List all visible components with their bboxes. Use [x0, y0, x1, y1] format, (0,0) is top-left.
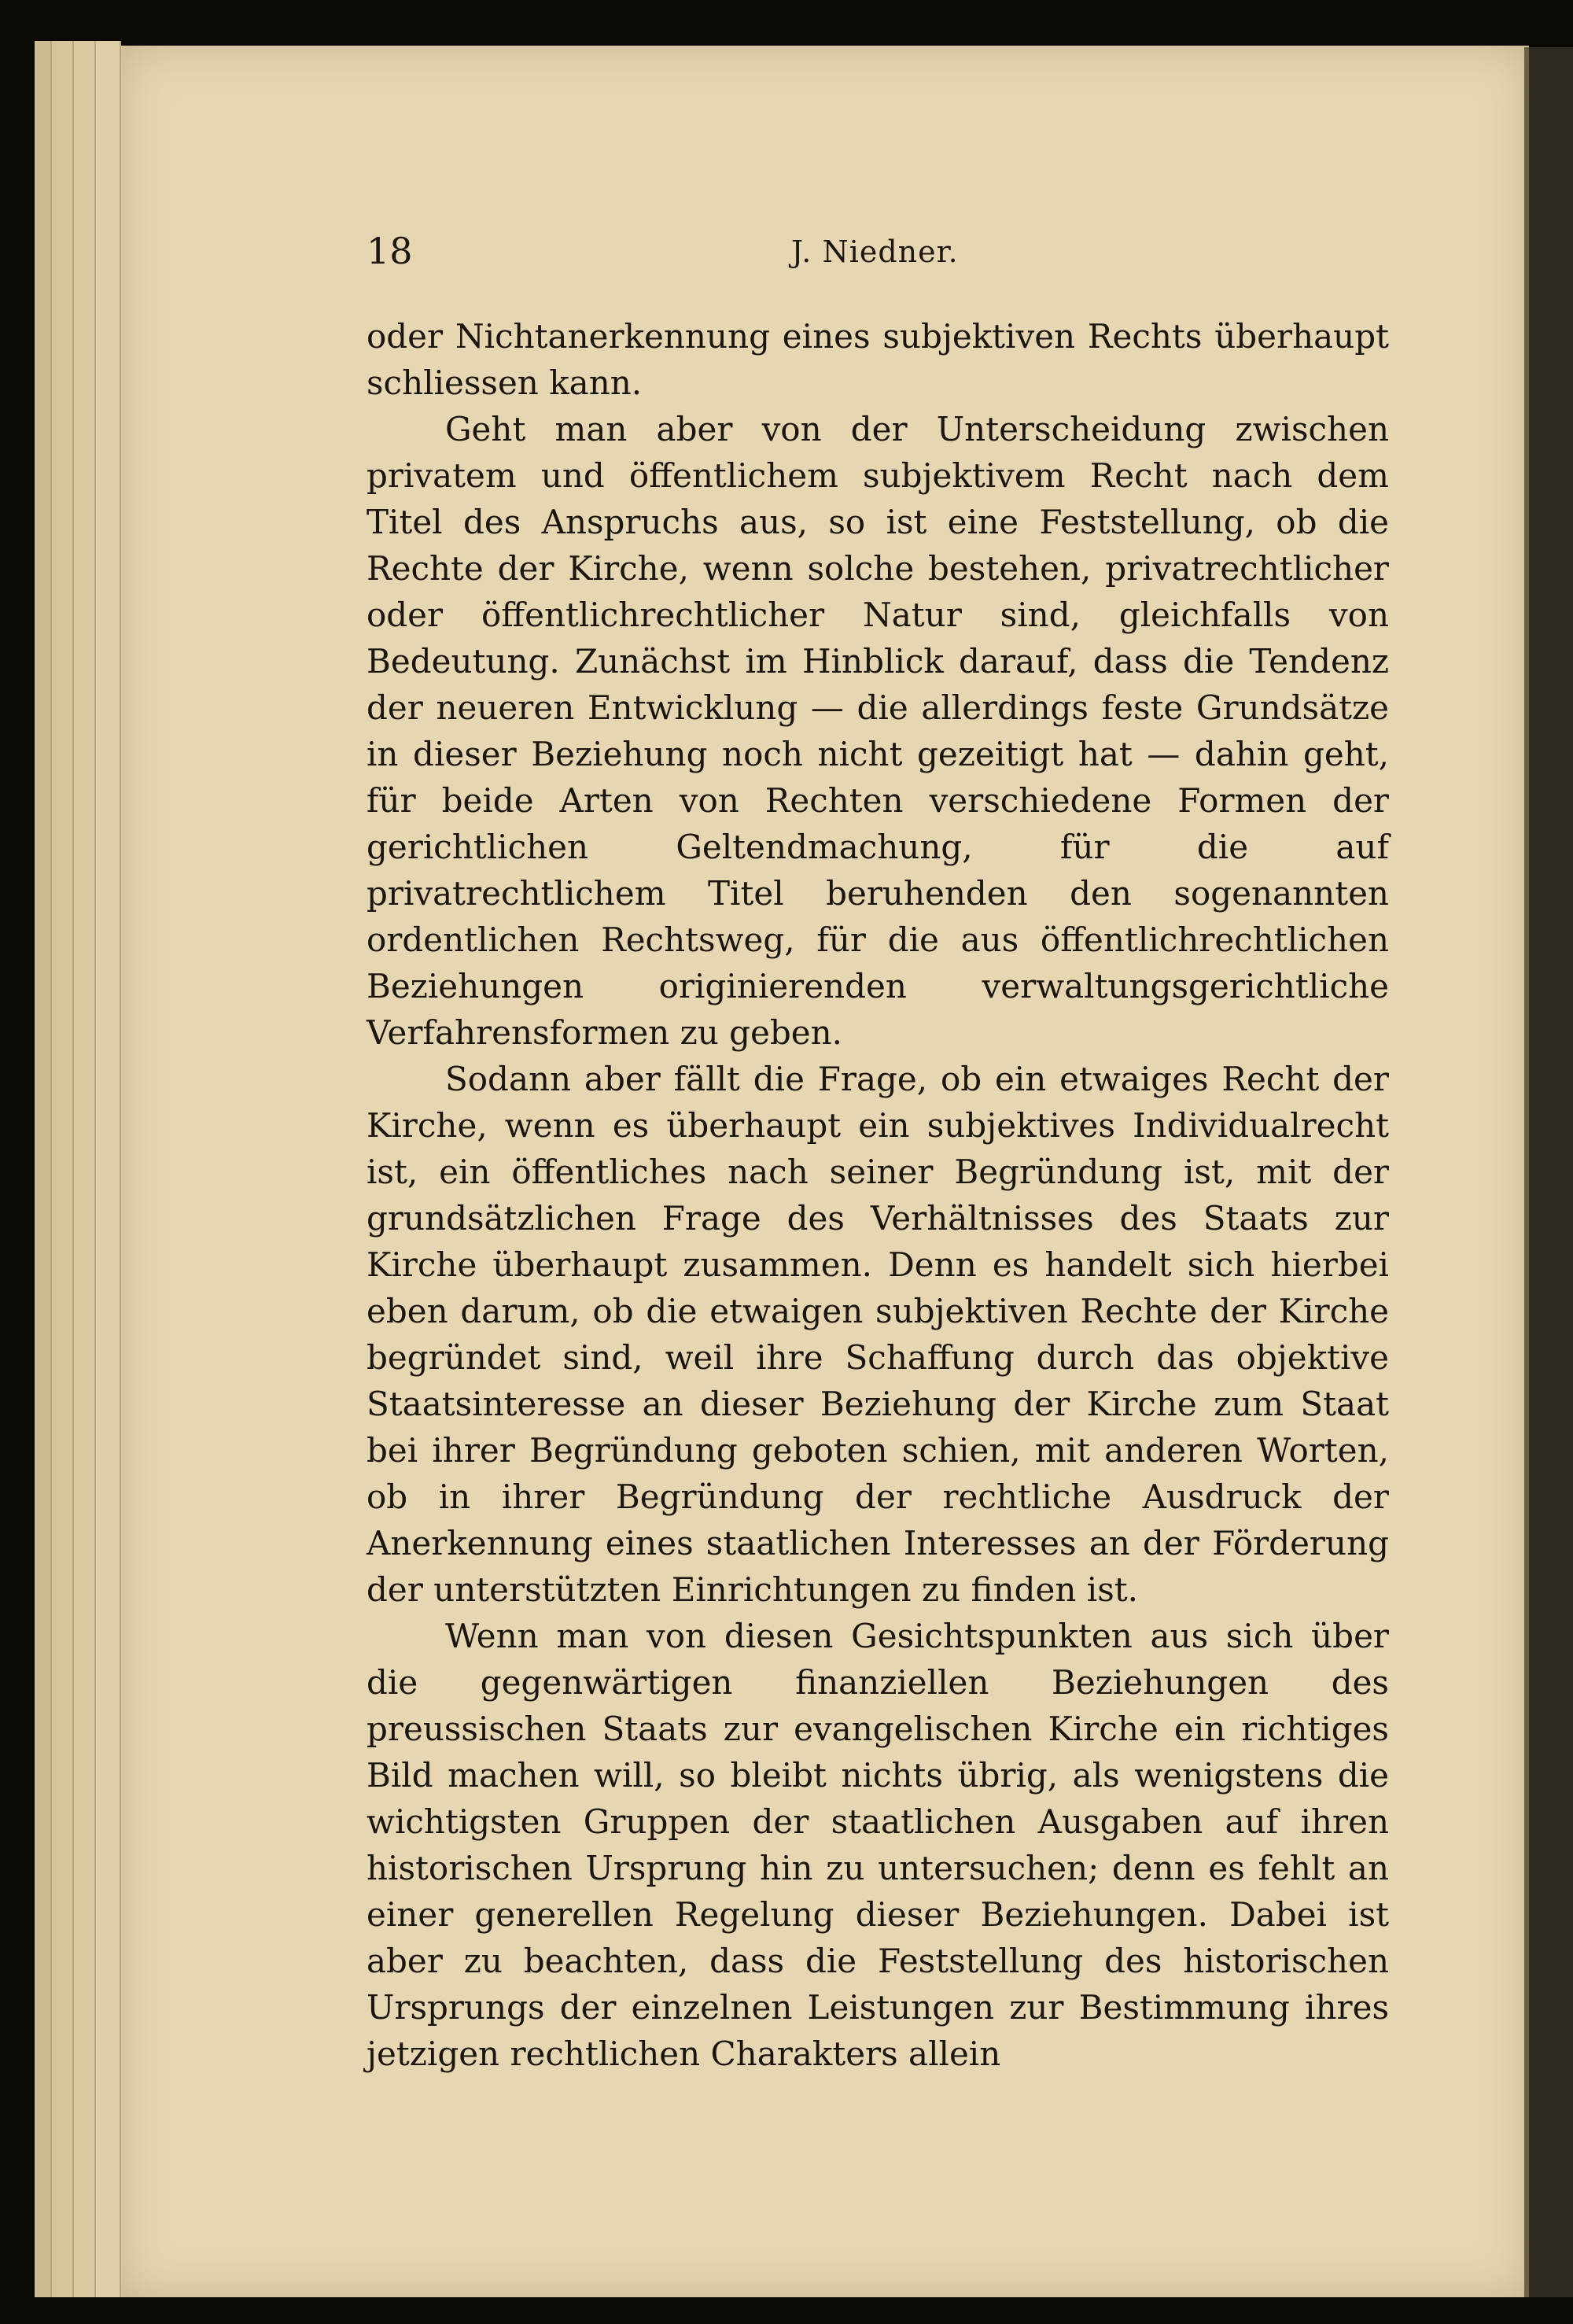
paragraph: Wenn man von diesen Gesichtspunkten aus sich über die gegenwärtigen finanziellen Beziehungen des preussischen Staats zur evangelischen Kirche ein richtiges Bild machen will, so bleibt nichts übrig, als wenigstens die wichtigsten Gruppen der staatlichen Ausgaben auf ihren historischen Ursprung hin zu untersuchen; denn es fehlt an einer generellen Regelung dieser Beziehungen. Dabei ist aber zu beachten, dass die Feststellung des historischen Ursprungs der einzelnen Leistungen zur Bestimmung ihres jetzigen rechtlichen Charakters allein [367, 1617, 1389, 2073]
body-text [367, 313, 1389, 2077]
paragraph: Geht man aber von der Unterscheidung zwischen privatem und öffentlichem subjektivem Recht nach dem Titel des Anspruchs aus, so ist eine Feststellung, ob die Rechte der Kirche, wenn solche bestehen, privatrechtlicher oder öffentlichrechtlicher Natur sind, gleichfalls von Bedeutung. Zunächst im Hinblick darauf, dass die Tendenz der neueren Entwicklung — die allerdings feste Grundsätze in dieser Beziehung noch nicht gezeitigt hat — dahin geht, für beide Arten von Rechten verschiedene Formen der gerichtlichen Geltendmachung, für die auf privatrechtlichem Titel beruhenden den sogenannten ordentlichen Rechtsweg, für die aus öffentlichrechtlichen Beziehungen originierenden verwaltungsgerichtliche Verfahrensformen zu geben. [367, 410, 1389, 1052]
paragraph-continuation: oder Nichtanerkennung eines subjektiven Rechts überhaupt schliessen kann. [367, 317, 1389, 402]
page-edge [35, 41, 52, 2297]
running-head-author: J. Niedner. [791, 234, 959, 269]
page-number: 18 [367, 230, 413, 272]
page-edge [96, 41, 121, 2297]
scanner-background-strip [1524, 47, 1573, 2297]
page-edge [74, 41, 96, 2297]
running-head [367, 230, 1389, 277]
page-edge [52, 41, 74, 2297]
paragraph: Sodann aber fällt die Frage, ob ein etwaiges Recht der Kirche, wenn es überhaupt ein subjektives Individualrecht ist, ein öffentliches nach seiner Begründung ist, mit der grundsätzlichen Frage des Verhältnisses des Staats zur Kirche überhaupt zusammen. Denn es handelt sich hierbei eben darum, ob die etwaigen subjektiven Rechte der Kirche begründet sind, weil ihre Schaffung durch das objektive Staatsinteresse an dieser Beziehung der Kirche zum Staat bei ihrer Begründung geboten schien, mit anderen Worten, ob in ihrer Begründung der rechtliche Ausdruck der Anerkennung eines staatlichen Interesses an der Förderung der unterstützten Einrichtungen zu finden ist. [367, 1060, 1389, 1609]
